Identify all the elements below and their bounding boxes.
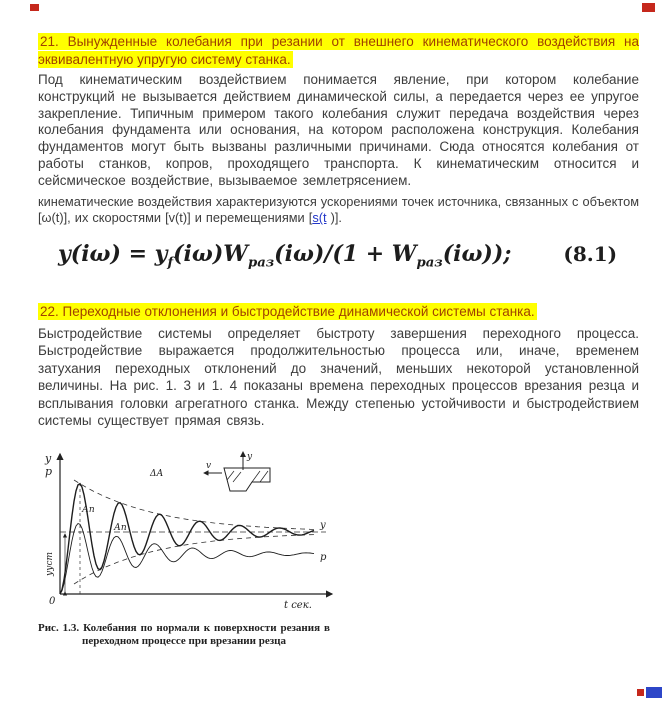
envelope-upper (74, 480, 314, 529)
curve-p-label: р (320, 551, 327, 563)
curve-p (60, 523, 314, 594)
section-21-heading-text: 21. Вынужденные колебания при резании от внешнего кинематического воздействия на эквивалентную упругую систему станка. (38, 34, 639, 67)
figure-caption: Рис. 1.3. Колебания по нормали к поверхности резания в переходном процессе при врезании резца (38, 621, 330, 647)
curve-y-label: у (320, 519, 326, 531)
transient-oscillation-chart (38, 446, 344, 618)
note-text-post: )]. (326, 210, 342, 226)
section-22-heading-text: 22. Переходные отклонения и быстродействие динамической системы станка. (40, 304, 535, 320)
section-21-paragraph: Под кинематическим воздействием понимается явление, при котором колебание конструкций не вызывается действием динамической силы, а передается через ее упругое закрепление. Типичным примером такого колебания служит передача воздействия через колебания фундамента или основания, на котором расположена конструкция. Колебания фундаментов могут быть вызваны различными причинами. Сюда относятся колебания от работы станков, копров, проходящего транспорта. К кинематическим относится и сейсмическое воздействие, вызываемое землетрясением. (38, 72, 639, 188)
inset-tool-shape (224, 468, 270, 491)
delta-a-label: ΔА (150, 468, 164, 479)
inset-y-label: у (247, 451, 253, 462)
envelope-lower (74, 534, 314, 583)
inset-hatch-3 (252, 471, 260, 482)
page-mark-top-right (642, 3, 655, 12)
x-axis-label: t сек. (284, 599, 312, 611)
section-22-heading (38, 303, 639, 321)
inset-hatch-4 (260, 471, 268, 482)
page-mark-bottom-blue (646, 687, 662, 698)
inset-hatch-1 (227, 471, 234, 480)
equation-number: (8.1) (563, 242, 618, 267)
page-mark-top-left (30, 4, 39, 11)
formula-sub-f: f (167, 255, 174, 271)
formula-part-2: (iω)W (173, 241, 248, 268)
kinematic-note-paragraph (38, 194, 639, 228)
origin-label: 0 (49, 595, 56, 607)
tool-inset (204, 452, 270, 491)
s-t-link[interactable]: s(t (312, 210, 327, 226)
formula-part-3: (iω)/(1 + W (274, 241, 417, 268)
inset-hatch-2 (233, 472, 241, 482)
equation-8-1 (58, 241, 639, 271)
section-21-heading (38, 33, 639, 68)
formula-sub-raz-2: раз (416, 255, 443, 271)
note-text-pre: кинематические воздействия характеризуются ускорениями точек источника, связанных с объектом [ω(t)], их скоростями [v(t)] и перемещениями [ (38, 193, 639, 226)
amplitude-label-1: Ап (82, 504, 95, 515)
y-axis-label-p: р (45, 464, 53, 478)
y-axis-label-y: у (45, 451, 52, 465)
figure-1-3 (38, 446, 344, 648)
formula-part-4: (iω)); (442, 241, 512, 268)
inset-v-label: v (206, 460, 212, 471)
page-mark-bottom-red (637, 689, 644, 696)
equation-body (58, 241, 512, 271)
amplitude-label-2: Ап (114, 522, 127, 533)
formula-sub-raz-1: раз (247, 255, 275, 271)
document-page (38, 33, 639, 648)
steady-value-label: ууст (45, 551, 55, 576)
section-22-paragraph: Быстродействие системы определяет быстроту завершения переходного процесса. Быстродействие выражается продолжительностью процесса или, иначе, временем затухания переходных отклонений до значений, меньших некоторой установленной величины. На рис. 1. 3 и 1. 4 показаны времена переходных процессов врезания резца и всплывания головки агрегатного станка. Между степенью устойчивости и быстродействием системы существует прямая связь. (38, 325, 639, 429)
formula-part-1: y(iω) = y (58, 241, 168, 268)
